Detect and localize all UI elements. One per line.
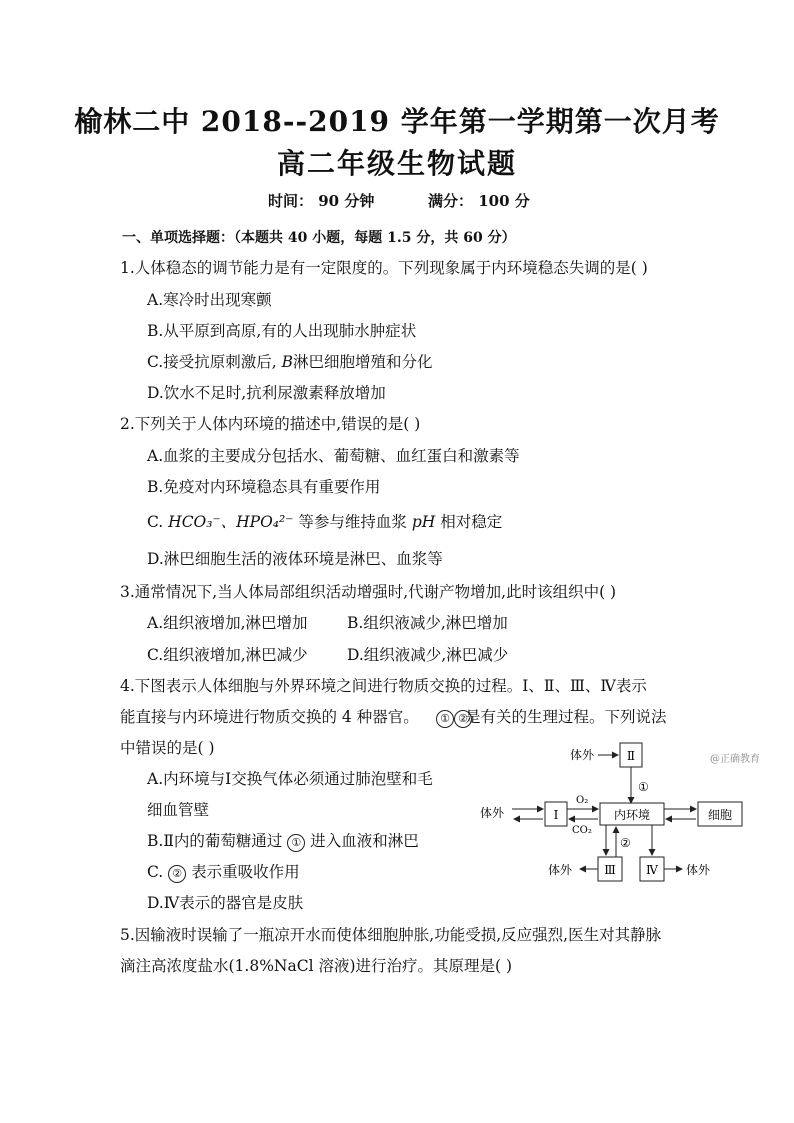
- q1-option-c-tail: 淋巴细胞增殖和分化: [293, 353, 433, 371]
- step-2-label: ②: [620, 836, 631, 850]
- q1-option-c-head: C.接受抗原刺激后,: [147, 353, 277, 371]
- organ-2-label: Ⅱ: [626, 749, 636, 763]
- question-5-stem-line1: 5.因输液时误输了一瓶凉开水而使体细胞肿胀,功能受损,反应强烈,医生对其静脉: [120, 926, 662, 944]
- q2-option-c-chem: HCO₃⁻、HPO₄²⁻: [168, 513, 294, 531]
- time-label: 时间：: [268, 192, 314, 210]
- watermark-text: @正确教育: [710, 754, 760, 765]
- question-2-stem: 2.下列关于人体内环境的描述中,错误的是( ): [120, 415, 421, 433]
- question-3-stem: 3.通常情况下,当人体局部组织活动增强时,代谢产物增加,此时该组织中( ): [120, 583, 617, 601]
- q2-option-c-mid: 等参与维持血浆: [298, 513, 407, 531]
- exam-subtitle: 高二年级生物试题: [276, 147, 517, 180]
- q1-option-c: [147, 352, 433, 372]
- q2-option-c-ph: pH: [411, 513, 436, 531]
- question-4-stem-line3: 中错误的是( ): [120, 739, 215, 757]
- q3-option-a: A.组织液增加,淋巴增加: [147, 614, 308, 632]
- cell-label: 细胞: [707, 808, 733, 822]
- q4-option-b: [147, 831, 419, 852]
- q4-option-c: [147, 862, 300, 883]
- question-4-stem-line2b: 是有关的生理过程。下列说法: [465, 708, 667, 726]
- q3-option-b: B.组织液减少,淋巴增加: [347, 614, 508, 632]
- q2-option-c-tail: 相对稳定: [440, 513, 503, 531]
- q4-option-b-tail: 进入血液和淋巴: [310, 832, 419, 850]
- circle-1-symbol: ①: [436, 710, 454, 728]
- q1-option-c-b: B: [281, 353, 293, 371]
- organ-4-label: Ⅳ: [646, 863, 658, 877]
- question-5-stem-line2: 滴注高浓度盐水(1.8%NaCl 溶液)进行治疗。其原理是( ): [120, 957, 513, 975]
- organ-3-label: Ⅲ: [604, 863, 616, 877]
- exam-title: 榆林二中 2018--2019 学年第一学期第一次月考: [74, 105, 720, 138]
- q4-option-a-cont: 细血管壁: [147, 801, 210, 819]
- score-value: 100 分: [478, 192, 530, 210]
- internal-environment-label: 内环境: [613, 808, 651, 822]
- score-label: 满分：: [428, 192, 474, 210]
- material-exchange-diagram: [470, 735, 780, 895]
- question-4-stem-line1: 4.下图表示人体细胞与外界环境之间进行物质交换的过程。Ⅰ、Ⅱ、Ⅲ、Ⅳ表示: [120, 677, 647, 695]
- q4-option-b-circle-1: ①: [287, 834, 305, 852]
- q4-option-c-tail: 表示重吸收作用: [191, 863, 300, 881]
- q4-option-d: D.Ⅳ表示的器官是皮肤: [147, 894, 304, 912]
- step-1-label: ①: [638, 780, 649, 794]
- organ-1-label: Ⅰ: [553, 808, 559, 822]
- outside-label-top: 体外: [570, 748, 595, 762]
- q4-option-c-head: C.: [147, 863, 164, 881]
- q2-option-b: B.免疫对内环境稳态具有重要作用: [147, 478, 381, 496]
- q1-option-b: B.从平原到高原,有的人出现肺水肿症状: [147, 322, 417, 340]
- circle-2-symbol: ②: [454, 710, 472, 728]
- outside-label-left: 体外: [480, 806, 505, 820]
- o2-label: O₂: [576, 795, 589, 806]
- q4-option-c-circle-2: ②: [168, 865, 186, 883]
- time-value: 90 分钟: [318, 192, 375, 210]
- q1-option-a: A.寒冷时出现寒颤: [147, 291, 272, 309]
- q4-option-a: A.内环境与Ⅰ交换气体必须通过肺泡壁和毛: [147, 770, 433, 788]
- q2-option-a: A.血浆的主要成分包括水、葡萄糖、血红蛋白和激素等: [147, 447, 520, 465]
- outside-label-bottom-left: 体外: [548, 863, 573, 877]
- q3-option-d: D.组织液减少,淋巴减少: [347, 646, 509, 664]
- q2-option-d: D.淋巴细胞生活的液体环境是淋巴、血浆等: [147, 550, 443, 568]
- question-1-stem: 1.人体稳态的调节能力是有一定限度的。下列现象属于内环境稳态失调的是( ): [120, 259, 648, 277]
- q4-option-b-head: B.Ⅱ内的葡萄糖通过: [147, 832, 283, 850]
- q3-option-c: C.组织液增加,淋巴减少: [147, 646, 308, 664]
- q2-option-c: [147, 512, 502, 532]
- q1-option-d: D.饮水不足时,抗利尿激素释放增加: [147, 384, 386, 402]
- question-4-stem-line2a: 能直接与内环境进行物质交换的 4 种器官。: [120, 708, 419, 726]
- score-info: [428, 190, 530, 211]
- co2-label: CO₂: [572, 825, 592, 836]
- outside-label-bottom-right: 体外: [686, 863, 711, 877]
- time-info: [268, 190, 374, 211]
- section-heading: 一、单项选择题：（本题共 40 小题，每题 1.5 分，共 60 分）: [122, 230, 516, 246]
- q2-option-c-head: C.: [147, 513, 164, 531]
